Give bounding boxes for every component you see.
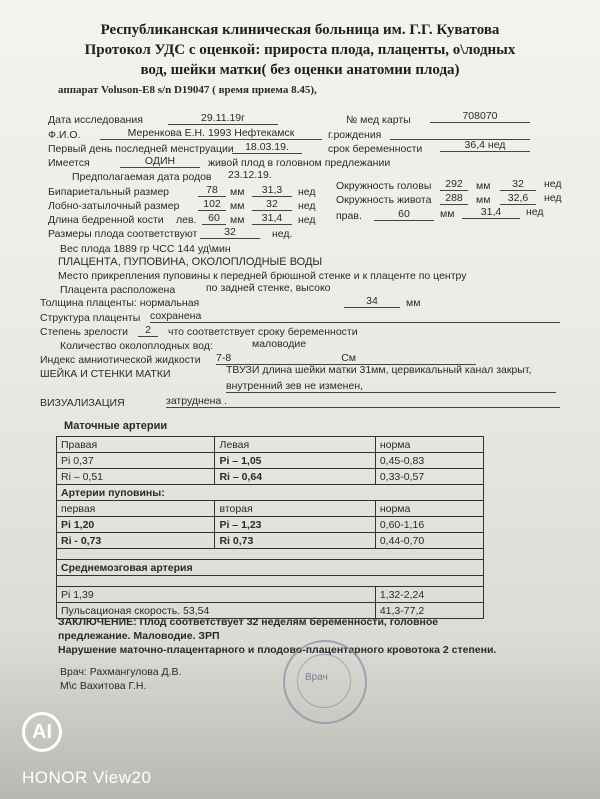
stamp-text: Врач [305,672,328,683]
table-row [57,549,484,560]
cervix-line2: внутренний зев не изменен, [226,380,556,393]
fluid-value: маловодие [252,338,307,350]
name-value: Меренкова Е.Н. 1993 Нефтекамск [100,127,322,140]
placenta-loc: по задней стенке, высоко [206,282,331,294]
birth-label: г.рождения [328,129,382,141]
cord-line: Место прикрепления пуповины к передней брюшной стенке и к плаценте по центру [58,270,467,282]
ofd-mm: мм [230,200,245,212]
ac-ned: нед [544,192,562,204]
conclusion-line3: Нарушение маточно-плацентарного и плодово-плацентарного кровотока 2 степени. [58,644,497,656]
have-label: Имеется [48,157,90,169]
fl-label: Длина бедренной кости [48,214,164,226]
maturity-text: что соответствует сроку беременности [168,326,358,338]
camera-watermark: HONOR View20 [22,768,152,787]
cervix-line1: ТВУЗИ длина шейки матки 31мм, цервикальный канал закрыт, [226,364,532,376]
ac-value: 288 [440,192,468,205]
ga-value: 36,4 нед [440,139,530,152]
r-mm: мм [440,208,455,220]
ac-weeks: 32,6 [500,192,536,205]
hc-label: Окружность головы [336,180,432,192]
ofd-label: Лобно-затылочный размер [48,200,180,212]
cell: 41,3-77,2 [375,603,483,619]
maturity-value: 2 [138,324,158,337]
placenta-heading: ПЛАЦЕНТА, ПУПОВИНА, ОКОЛОПЛОДНЫЕ ВОДЫ [58,256,323,268]
table-row [57,501,484,517]
cell: Pi 1,39 [57,587,376,603]
cell: Ri – 0,51 [57,469,215,485]
table-row [57,533,484,549]
table-row [57,485,484,501]
device-line: аппарат Voluson-E8 s/n D19047 ( время приема 8.45), [58,84,317,96]
r-value: 60 [374,208,434,221]
hc-mm: мм [476,180,491,192]
ga-label: срок беременности [328,143,423,155]
cell: 1,32-2,24 [375,587,483,603]
lmp-value: 18.03.19. [232,141,302,154]
ofd-value: 102 [198,198,226,211]
cell: Пульсационая скорость. 53,54 [57,603,376,619]
table-row [57,576,484,587]
conclusion-line2: предлежание. Маловодие. ЗРП [58,630,220,642]
cell: 0,33-0,57 [375,469,483,485]
cell: Ri – 0,64 [215,469,375,485]
hc-ned: нед [544,178,562,190]
cell: вторая [215,501,375,517]
bpd-value: 78 [198,184,226,197]
cervix-label: ШЕЙКА И СТЕНКИ МАТКИ [40,368,171,380]
afi-value: 7-8 См [216,352,476,365]
cell: 0,60-1,16 [375,517,483,533]
table-row [57,560,484,576]
cell: Pi – 1,23 [215,517,375,533]
fl-ned: нед [298,214,316,226]
r-label: прав. [336,210,362,222]
name-label: Ф.И.О. [48,129,81,141]
spacer-cell [57,576,484,587]
ac-label: Окружность живота [336,194,432,206]
table-row [57,437,484,453]
fetus-count: ОДИН [120,155,200,168]
mca-title: Среднемозговая артерия [57,560,484,576]
col-right: Правая [57,437,215,453]
fl-weeks: 31,4 [252,212,292,225]
cell: Pi 1,20 [57,517,215,533]
date-label: Дата исследования [48,114,143,126]
col-left: Левая [215,437,375,453]
fl-value: 60 [202,212,226,225]
card-value: 708070 [430,110,530,123]
conclusion-line1: ЗАКЛЮЧЕНИЕ: Плод соответствует 32 неделям беременности, головное [58,616,439,628]
struct-value: сохранена [150,310,560,323]
r-ned: нед [526,206,544,218]
date-value: 29.11.19г [168,112,278,125]
thick-unit: мм [406,297,421,309]
fl-mm: мм [230,214,245,226]
ac-mm: мм [476,194,491,206]
nurse-signature: М\с Вахитова Г.Н. [60,680,147,692]
cell: первая [57,501,215,517]
edd-label: Предполагаемая дата родов [72,171,212,183]
ofd-weeks: 32 [252,198,292,211]
table-row [57,517,484,533]
afi-label: Индекс амниотической жидкости [40,354,201,366]
bpd-label: Бипариетальный размер [48,186,170,198]
fluid-label: Количество околоплодных вод: [60,340,213,352]
bpd-ned: нед [298,186,316,198]
cell: 0,44-0,70 [375,533,483,549]
uterine-table [56,436,484,619]
placenta-loc-label: Плацента расположена [60,284,176,296]
bpd-mm: мм [230,186,245,198]
protocol-title: Протокол УДС с оценкой: прироста плода, плаценты, о\лодных [84,42,516,58]
struct-label: Структура плаценты [40,312,141,324]
table-row [57,469,484,485]
lmp-label: Первый день последней менструации [48,143,234,155]
uterine-title: Маточные артерии [64,420,168,432]
col-norm: норма [375,437,483,453]
size-ned: нед. [272,228,293,240]
card-label: № мед карты [346,114,411,126]
umbilical-title: Артерии пуповины: [57,485,484,501]
edd-value: 23.12.19. [228,169,272,181]
r-weeks: 31,4 [462,206,520,219]
table-row [57,587,484,603]
cell: 0,45-0,83 [375,453,483,469]
spacer-cell [57,549,484,560]
protocol-title-cont: вод, шейки матки( без оценки анатомии плода) [140,62,460,78]
table-row [57,453,484,469]
cell: Pi – 1,05 [215,453,375,469]
size-label: Размеры плода соответствуют [48,228,198,240]
ai-logo-icon: AI [22,712,62,752]
hc-value: 292 [440,178,468,191]
vis-value: затруднена . [166,395,560,408]
ofd-ned: нед [298,200,316,212]
fetus-text: живой плод в головном предлежании [208,157,391,169]
thick-value: 34 [344,295,400,308]
weight-line: Вес плода 1889 гр ЧСС 144 уд\мин [60,243,231,255]
cell: Ri - 0,73 [57,533,215,549]
cell: Pi 0,37 [57,453,215,469]
vis-label: ВИЗУАЛИЗАЦИЯ [40,397,125,409]
cell: Ri 0,73 [215,533,375,549]
fl-side: лев. [176,214,197,226]
cell: норма [375,501,483,517]
hc-weeks: 32 [500,178,536,191]
size-value: 32 [200,226,260,239]
thick-label: Толщина плаценты: нормальная [40,297,200,309]
bpd-weeks: 31,3 [252,184,292,197]
hospital-title: Республиканская клиническая больница им. Г.Г. Куватова [100,22,500,38]
maturity-label: Степень зрелости [40,326,128,338]
doctor-signature: Врач: Рахмангулова Д.В. [60,666,182,678]
